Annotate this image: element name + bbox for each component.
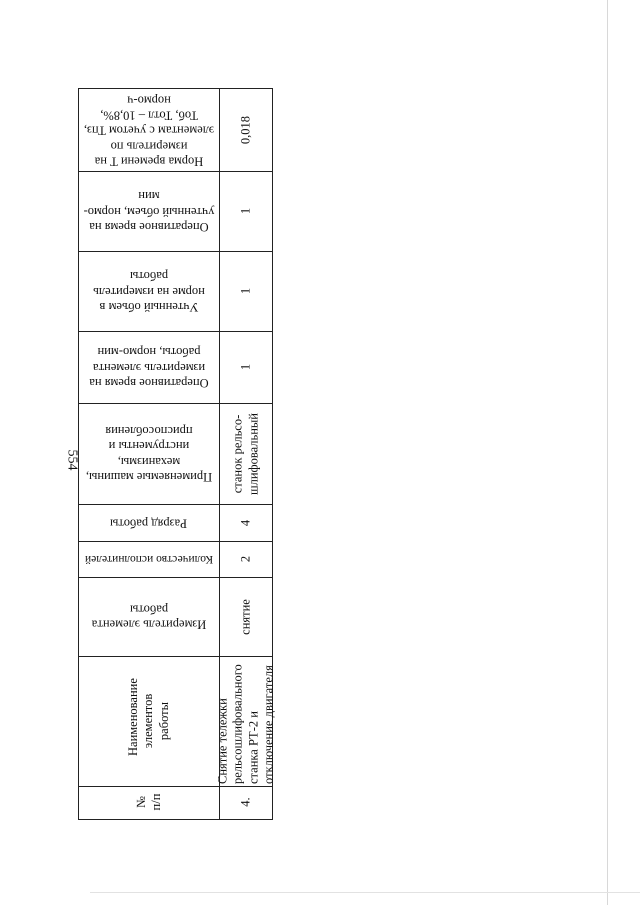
page-edge-right bbox=[607, 0, 608, 905]
value-num: 4. bbox=[237, 797, 252, 807]
header-workers: Количество исполнителей bbox=[84, 553, 214, 565]
header-machines: Применяемые машины, механизмы, инструменты и приспособления bbox=[85, 424, 213, 484]
header-name: Наименование элементов работы bbox=[126, 678, 171, 756]
norms-table bbox=[78, 88, 273, 820]
header-oper-time-scope: Оперативное время на учтенный объем, нормо-мин bbox=[83, 189, 215, 234]
value-norm-time: 0,018 bbox=[237, 115, 252, 145]
page-number-text: 554 bbox=[64, 449, 79, 471]
header-meter: Измеритель элемента работы bbox=[91, 602, 207, 632]
value-oper-time-scope: 1 bbox=[237, 207, 252, 215]
value-machines: станок рельсо-шлифовальный bbox=[230, 412, 260, 495]
value-oper-time-unit: 1 bbox=[237, 363, 252, 371]
value-scope-in-norm: 1 bbox=[237, 287, 252, 295]
header-scope-in-norm: Учтенный объем в норме на измеритель работы bbox=[93, 269, 205, 314]
value-grade: 4 bbox=[237, 519, 252, 526]
value-meter: снятие bbox=[237, 598, 252, 635]
page-edge-bottom bbox=[90, 892, 640, 893]
header-num: № п/п bbox=[133, 793, 163, 811]
header-norm-time: Норма времени Т на измеритель по элементам с учетом Тпз, Тоб, Тотл – 10,8%, нормо-ч bbox=[83, 93, 215, 169]
header-oper-time-unit: Оперативное время на измеритель элемента работы, нормо-мин bbox=[89, 345, 209, 390]
value-workers: 2 bbox=[237, 555, 252, 563]
value-name: Снятие тележки рельсошлифовального станка РТ-2 и отключение двигателя bbox=[215, 664, 275, 784]
header-grade: Разряд работы bbox=[110, 516, 188, 531]
